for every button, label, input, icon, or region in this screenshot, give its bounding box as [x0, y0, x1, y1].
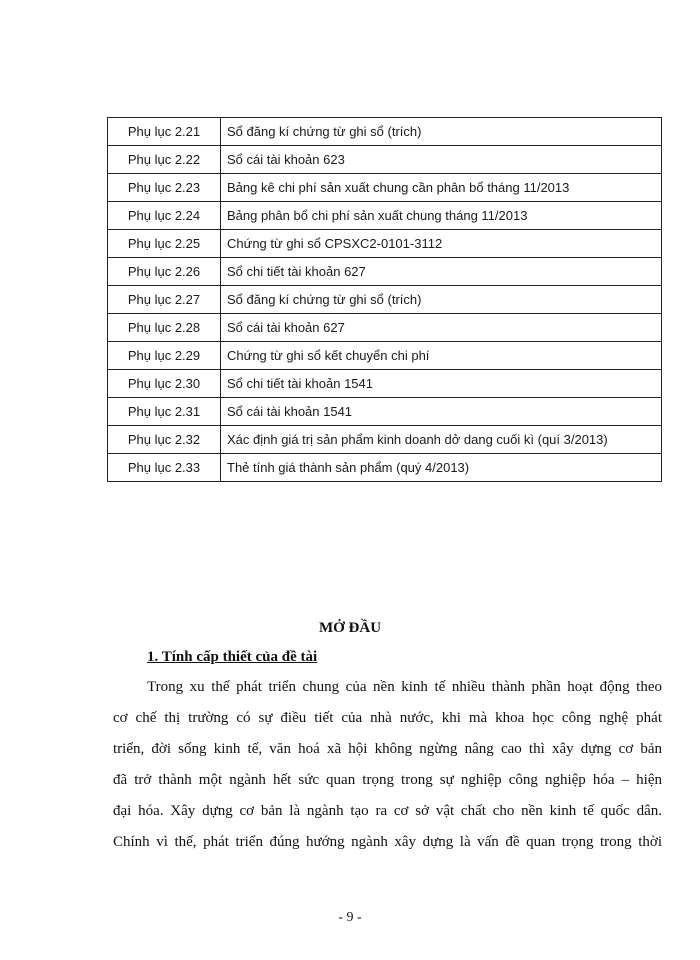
appendix-title: Thẻ tính giá thành sản phẩm (quý 4/2013) — [221, 454, 662, 482]
appendix-code: Phụ lục 2.27 — [108, 286, 221, 314]
table-row — [108, 202, 662, 230]
table-row — [108, 146, 662, 174]
appendix-title: Bảng phân bổ chi phí sản xuất chung tháng 11/2013 — [221, 202, 662, 230]
appendix-title: Sổ cái tài khoản 623 — [221, 146, 662, 174]
table-row — [108, 286, 662, 314]
appendix-title: Sổ cái tài khoản 627 — [221, 314, 662, 342]
table-row — [108, 342, 662, 370]
table-row — [108, 314, 662, 342]
paragraph-line: đã trở thành một ngành hết sức quan trọng trong sự nghiệp công nghiệp hóa – hiện — [113, 772, 662, 788]
table-row — [108, 370, 662, 398]
appendix-title: Sổ đăng kí chứng từ ghi sổ (trích) — [221, 118, 662, 146]
appendix-code: Phụ lục 2.31 — [108, 398, 221, 426]
paragraph-line: Trong xu thế phát triển chung của nền kinh tế nhiều thành phần hoạt động theo — [147, 679, 662, 695]
appendix-title: Sổ chi tiết tài khoản 627 — [221, 258, 662, 286]
appendix-code: Phụ lục 2.33 — [108, 454, 221, 482]
appendix-title: Chứng từ ghi sổ kết chuyển chi phí — [221, 342, 662, 370]
appendix-table — [107, 117, 662, 482]
table-row — [108, 454, 662, 482]
appendix-code: Phụ lục 2.24 — [108, 202, 221, 230]
table-row — [108, 230, 662, 258]
appendix-code: Phụ lục 2.30 — [108, 370, 221, 398]
appendix-title: Sổ cái tài khoản 1541 — [221, 398, 662, 426]
appendix-code: Phụ lục 2.29 — [108, 342, 221, 370]
table-row — [108, 174, 662, 202]
appendix-title: Sổ chi tiết tài khoản 1541 — [221, 370, 662, 398]
paragraph-line: đại hóa. Xây dựng cơ bản là ngành tạo ra cơ sở vật chất cho nền kinh tế quốc dân. — [113, 803, 662, 819]
appendix-title: Sổ đăng kí chứng từ ghi sổ (trích) — [221, 286, 662, 314]
appendix-code: Phụ lục 2.25 — [108, 230, 221, 258]
appendix-code: Phụ lục 2.28 — [108, 314, 221, 342]
appendix-title: Xác định giá trị sản phẩm kinh doanh dở dang cuối kì (quí 3/2013) — [221, 426, 662, 454]
paragraph-line: cơ chế thị trường có sự điều tiết của nhà nước, khi mà khoa học công nghệ phát — [113, 710, 662, 726]
paragraph-line: Chính vì thế, phát triển đúng hướng ngành xây dựng là vấn đề quan trọng trong thời — [113, 834, 662, 850]
table-row — [108, 398, 662, 426]
page-number: - 9 - — [338, 910, 362, 925]
table-row — [108, 118, 662, 146]
paragraph-line: triển, đời sống kinh tế, văn hoá xã hội không ngừng nâng cao thì xây dựng cơ bản — [113, 741, 662, 757]
appendix-code: Phụ lục 2.21 — [108, 118, 221, 146]
appendix-title: Chứng từ ghi sổ CPSXC2-0101-3112 — [221, 230, 662, 258]
table-row — [108, 426, 662, 454]
appendix-title: Bảng kê chi phí sản xuất chung cần phân bổ tháng 11/2013 — [221, 174, 662, 202]
appendix-code: Phụ lục 2.23 — [108, 174, 221, 202]
appendix-code: Phụ lục 2.26 — [108, 258, 221, 286]
section-heading: MỞ ĐẦU — [318, 620, 382, 636]
appendix-code: Phụ lục 2.32 — [108, 426, 221, 454]
section-subheading: 1. Tính cấp thiết của đề tài — [147, 649, 318, 665]
appendix-code: Phụ lục 2.22 — [108, 146, 221, 174]
table-row — [108, 258, 662, 286]
